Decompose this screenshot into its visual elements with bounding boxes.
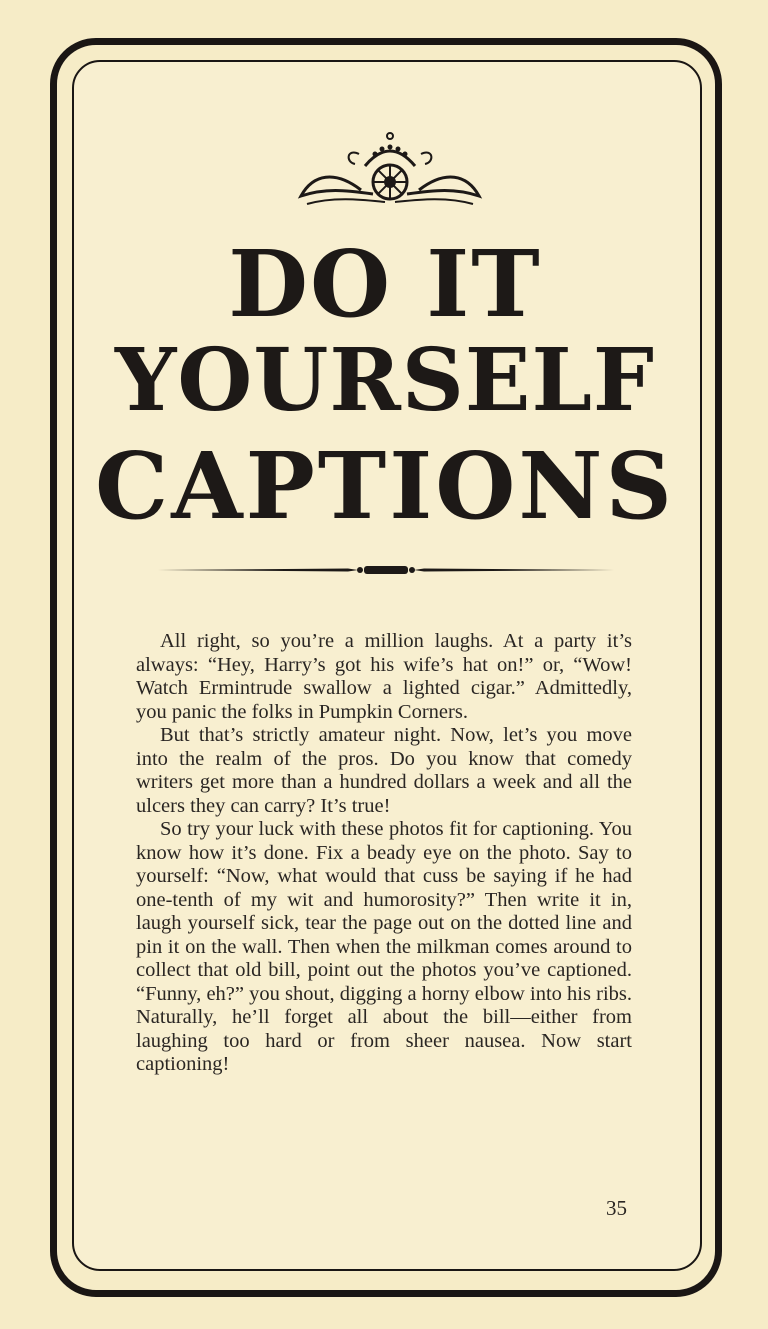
paragraph-3: So try your luck with these photos fit for captioning. You know how it’s done. Fix a beady eye on the photo. Say to yourself: “Now, what would that cuss be saying if he had one-tenth of my wit and humorosity?” Then write it in, laugh yourself sick, tear the page out on the dotted line and pin it on the wall. Then when the milkman comes around to collect that old bill, point out the photos you’ve captioned. “Funny, eh?” you shout, digging a horny elbow into his ribs. Naturally, he’ll forget all about the bill—either from laughing too hard or from sheer nausea. Now start captioning!	[136, 818, 632, 1075]
title-line-2: YOURSELF	[115, 330, 655, 431]
ornate-crest-icon	[295, 130, 485, 214]
title-line-3: CAPTIONS	[95, 432, 675, 540]
title-line-1: DO IT	[228, 230, 542, 338]
paragraph-2: But that’s strictly amateur night. Now, let’s you move into the realm of the pros. Do you know that comedy writers get more than a hundred dollars a week and all the ulcers they can carry? It’s true!	[136, 724, 632, 817]
paragraph-1: All right, so you’re a million laughs. At a party it’s always: “Hey, Harry’s got his wife’s hat on!” or, “Wow! Watch Ermintrude swallow a lighted cigar.” Admittedly, you panic the folks in Pumpkin Corners.	[136, 630, 632, 723]
page-number: 35	[606, 1196, 627, 1220]
ornamental-divider	[158, 558, 614, 582]
article-body	[136, 630, 632, 1077]
